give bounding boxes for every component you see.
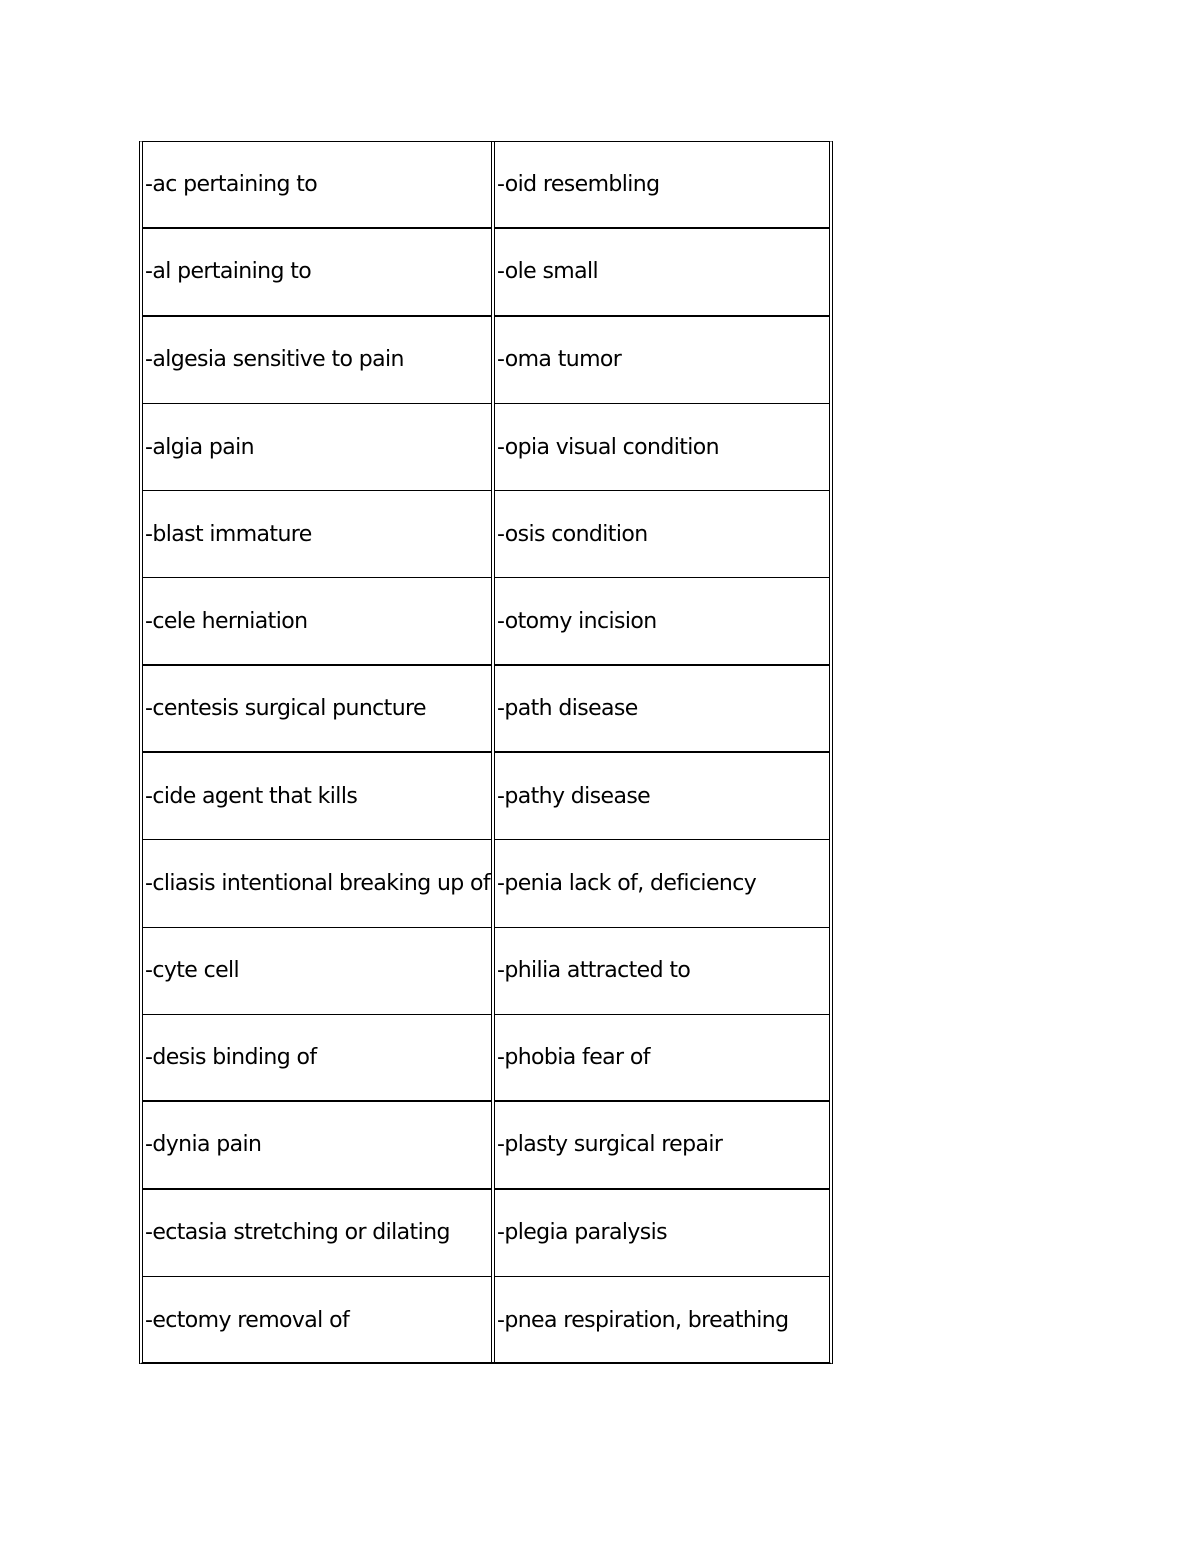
table-cell: -ole small — [495, 229, 829, 316]
table-cell: -oid resembling — [495, 142, 829, 229]
table-cell: -pnea respiration, breathing — [497, 1308, 789, 1333]
table-cell: -al pertaining to — [143, 229, 491, 316]
table-cell: -opia visual condition — [495, 404, 829, 491]
table-cell: -cliasis intentional breaking up of — [143, 840, 491, 927]
left-column — [143, 142, 491, 1362]
table-cell: -ectasia stretching or dilating — [143, 1190, 491, 1277]
table-cell: -penia lack of, deficiency — [495, 840, 829, 927]
table-cell: -algesia sensitive to pain — [143, 317, 491, 404]
table-cell: -plasty surgical repair — [495, 1102, 829, 1189]
table-cell: -cide agent that kills — [143, 753, 491, 840]
table-cell: -desis binding of — [143, 1015, 491, 1102]
table-cell: -philia attracted to — [495, 928, 829, 1015]
table-cell: -osis condition — [495, 491, 829, 578]
table-cell: -dynia pain — [143, 1102, 491, 1189]
table-cell: -otomy incision — [495, 578, 829, 665]
table-cell: -centesis surgical puncture — [143, 666, 491, 753]
suffix-table — [139, 141, 833, 1364]
table-cell: -ectomy removal of — [145, 1308, 350, 1333]
right-column — [495, 142, 829, 1362]
table-cell: -pathy disease — [495, 753, 829, 840]
table-cell: -algia pain — [143, 404, 491, 491]
table-cell: -path disease — [495, 666, 829, 753]
table-cell: -plegia paralysis — [495, 1190, 829, 1277]
table-cell: -phobia fear of — [495, 1015, 829, 1102]
table-cell: -ac pertaining to — [143, 142, 491, 229]
table-cell: -blast immature — [143, 491, 491, 578]
table-cell: -cele herniation — [143, 578, 491, 665]
table-cell: -oma tumor — [495, 317, 829, 404]
table-cell: -cyte cell — [143, 928, 491, 1015]
